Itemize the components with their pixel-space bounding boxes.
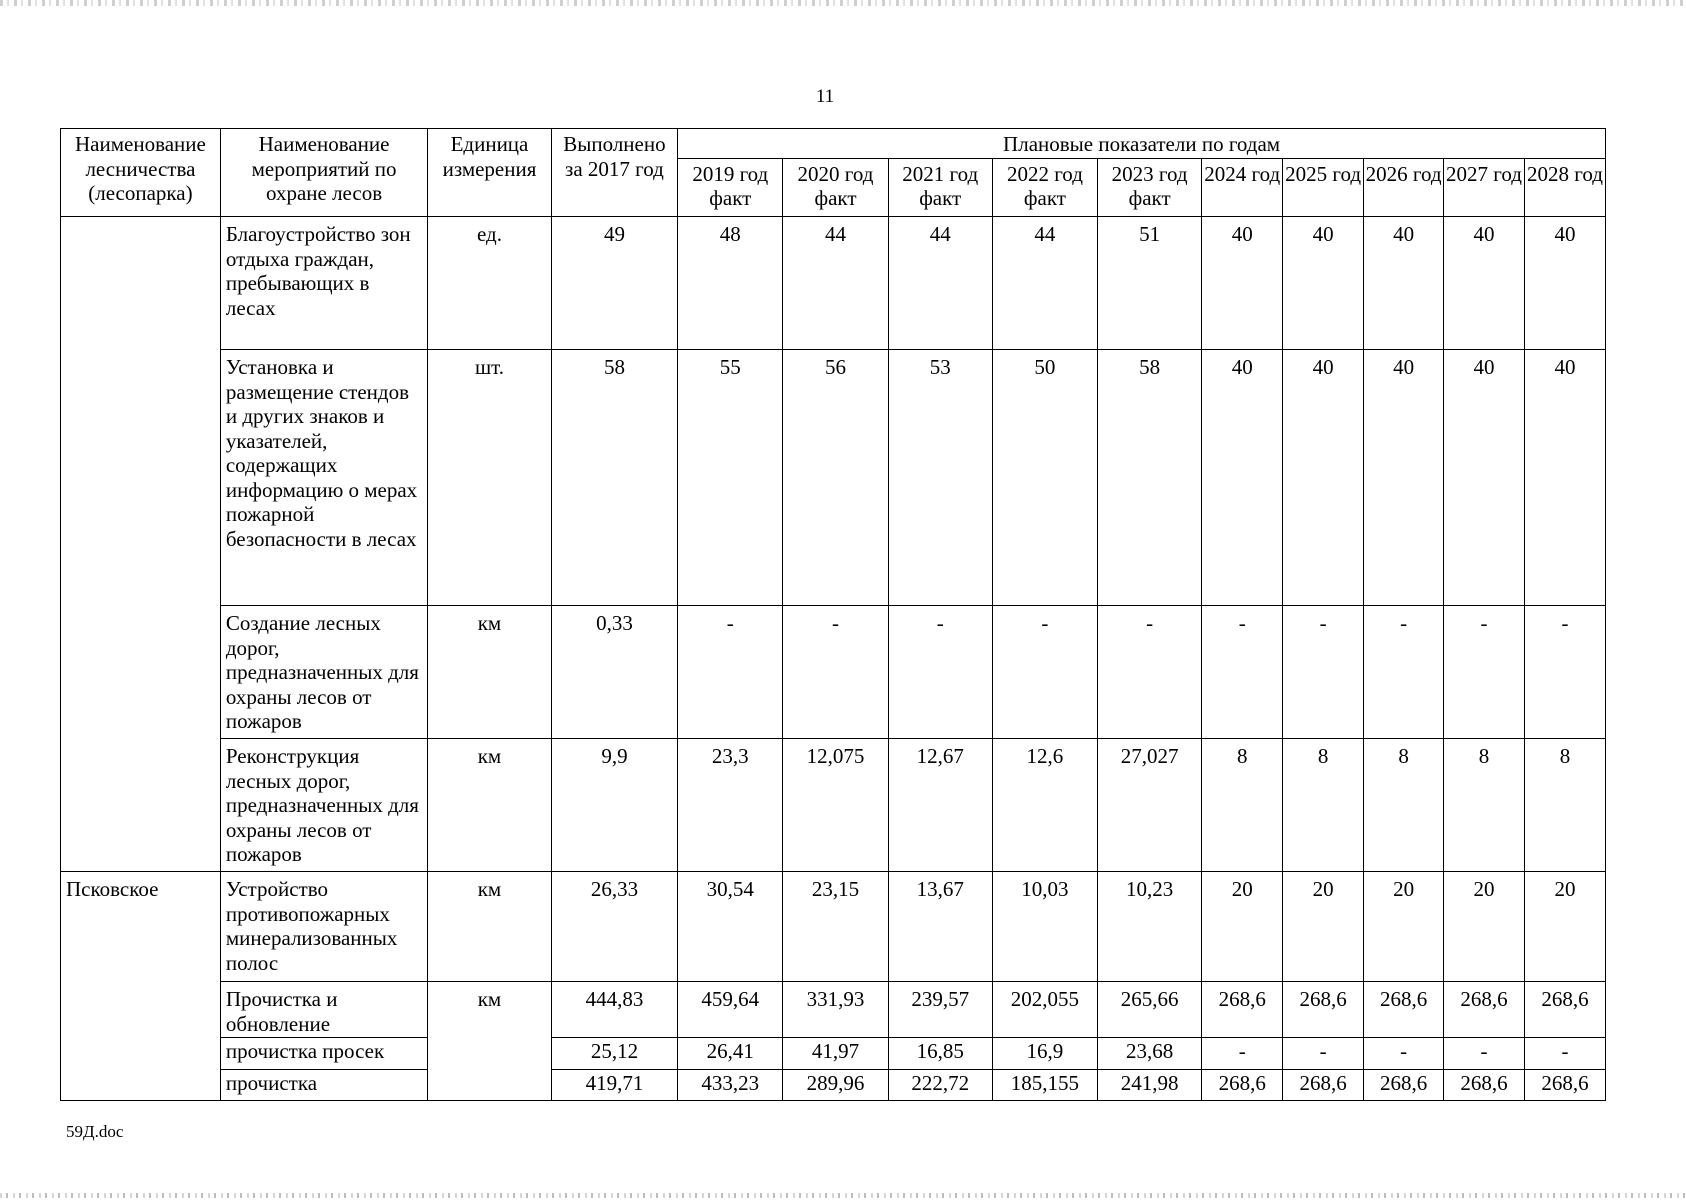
value-cell: 20 [1283, 872, 1364, 982]
table-row [61, 982, 1606, 1038]
value-cell: 10,03 [992, 872, 1097, 982]
page-number: 11 [815, 86, 835, 107]
unit-cell: км [428, 982, 551, 1101]
value-cell: 55 [678, 350, 783, 606]
table-row [61, 606, 1606, 739]
value-cell: - [1444, 606, 1525, 739]
value-cell: 222,72 [888, 1070, 992, 1101]
header-year: 2023 год факт [1098, 159, 1202, 217]
value-cell: 53 [888, 350, 992, 606]
measure-cell: Реконструкция лесных дорог, предназначенных для охраны лесов от пожаров [220, 739, 427, 872]
unit-cell: шт. [428, 350, 551, 606]
done-2017-cell: 49 [551, 217, 677, 350]
value-cell: - [1098, 606, 1202, 739]
value-cell: - [1283, 606, 1364, 739]
header-year: 2021 год факт [888, 159, 992, 217]
value-cell: 20 [1364, 872, 1444, 982]
value-cell: - [1202, 606, 1283, 739]
scan-edge-top [0, 0, 1686, 6]
done-2017-cell: 58 [551, 350, 677, 606]
value-cell: 40 [1283, 217, 1364, 350]
table-row [61, 872, 1606, 982]
value-cell: - [678, 606, 783, 739]
header-planned: Плановые показатели по годам [678, 129, 1606, 159]
forestry-cell: Псковское [61, 872, 221, 1101]
value-cell: 185,155 [992, 1070, 1097, 1101]
value-cell: 40 [1444, 350, 1525, 606]
table-row [61, 1070, 1606, 1101]
value-cell: 50 [992, 350, 1097, 606]
value-cell: 8 [1364, 739, 1444, 872]
measure-cell: Создание лесных дорог, предназначенных для охраны лесов от пожаров [220, 606, 427, 739]
value-cell: 23,15 [783, 872, 888, 982]
value-cell: 268,6 [1364, 982, 1444, 1038]
table-row [61, 739, 1606, 872]
value-cell: 459,64 [678, 982, 783, 1038]
value-cell: 331,93 [783, 982, 888, 1038]
measure-cell: Благоустройство зон отдыха граждан, пребывающих в лесах [220, 217, 427, 350]
table-row [61, 350, 1606, 606]
value-cell: 16,85 [888, 1038, 992, 1070]
value-cell: 23,68 [1098, 1038, 1202, 1070]
measure-cell: Прочистка и обновление [220, 982, 427, 1038]
value-cell: 44 [992, 217, 1097, 350]
header-year: 2020 год факт [783, 159, 888, 217]
value-cell: 268,6 [1283, 982, 1364, 1038]
value-cell: 20 [1444, 872, 1525, 982]
value-cell: 40 [1283, 350, 1364, 606]
value-cell: 12,67 [888, 739, 992, 872]
value-cell: 40 [1364, 217, 1444, 350]
value-cell: 40 [1524, 217, 1605, 350]
value-cell: 268,6 [1283, 1070, 1364, 1101]
done-2017-cell: 444,83 [551, 982, 677, 1038]
unit-cell: ед. [428, 217, 551, 350]
value-cell: 16,9 [992, 1038, 1097, 1070]
value-cell: 289,96 [783, 1070, 888, 1101]
value-cell: 8 [1444, 739, 1525, 872]
value-cell: 40 [1202, 217, 1283, 350]
value-cell: 268,6 [1444, 1070, 1525, 1101]
header-year: 2026 год [1364, 159, 1444, 217]
done-2017-cell: 9,9 [551, 739, 677, 872]
value-cell: 268,6 [1364, 1070, 1444, 1101]
header-year: 2028 год [1524, 159, 1605, 217]
value-cell: 433,23 [678, 1070, 783, 1101]
value-cell: 8 [1202, 739, 1283, 872]
value-cell: 10,23 [1098, 872, 1202, 982]
footer-filename: 59Д.doc [66, 1122, 124, 1141]
header-year: 2027 год [1444, 159, 1525, 217]
value-cell: 27,027 [1098, 739, 1202, 872]
header-measures: Наименование мероприятий по охране лесов [220, 129, 427, 217]
value-cell: - [1283, 1038, 1364, 1070]
measure-cell: Установка и размещение стендов и других знаков и указателей, содержащих информацию о мерах пожарной безопасности в лесах [220, 350, 427, 606]
measure-cell: Устройство противопожарных минерализованных полос [220, 872, 427, 982]
value-cell: 202,055 [992, 982, 1097, 1038]
value-cell: 12,075 [783, 739, 888, 872]
header-year: 2025 год [1283, 159, 1364, 217]
value-cell: 268,6 [1202, 982, 1283, 1038]
value-cell: 40 [1524, 350, 1605, 606]
table-row [61, 1038, 1606, 1070]
forest-protection-table [60, 128, 1606, 1101]
value-cell: 51 [1098, 217, 1202, 350]
value-cell: 268,6 [1444, 982, 1525, 1038]
value-cell: 58 [1098, 350, 1202, 606]
value-cell: 30,54 [678, 872, 783, 982]
header-year: 2024 год [1202, 159, 1283, 217]
value-cell: 40 [1364, 350, 1444, 606]
value-cell: 268,6 [1524, 982, 1605, 1038]
value-cell: 26,41 [678, 1038, 783, 1070]
value-cell: - [1524, 606, 1605, 739]
done-2017-cell: 25,12 [551, 1038, 677, 1070]
done-2017-cell: 419,71 [551, 1070, 677, 1101]
value-cell: 48 [678, 217, 783, 350]
header-done-2017: Выполнено за 2017 год [551, 129, 677, 217]
value-cell: 13,67 [888, 872, 992, 982]
value-cell: 241,98 [1098, 1070, 1202, 1101]
value-cell: 239,57 [888, 982, 992, 1038]
measure-cell: прочистка просек [220, 1038, 427, 1070]
header-year: 2019 год факт [678, 159, 783, 217]
value-cell: - [888, 606, 992, 739]
table-row [61, 217, 1606, 350]
value-cell: 8 [1524, 739, 1605, 872]
unit-cell: км [428, 606, 551, 739]
value-cell: - [1364, 606, 1444, 739]
value-cell: 44 [888, 217, 992, 350]
value-cell: 40 [1444, 217, 1525, 350]
measure-cell: прочистка [220, 1070, 427, 1101]
value-cell: 56 [783, 350, 888, 606]
unit-cell: км [428, 872, 551, 982]
value-cell: 8 [1283, 739, 1364, 872]
forestry-cell [61, 217, 221, 872]
value-cell: - [1202, 1038, 1283, 1070]
header-unit: Единица измерения [428, 129, 551, 217]
done-2017-cell: 26,33 [551, 872, 677, 982]
value-cell: 265,66 [1098, 982, 1202, 1038]
done-2017-cell: 0,33 [551, 606, 677, 739]
value-cell: 23,3 [678, 739, 783, 872]
header-forestry: Наименование лесничества (лесопарка) [61, 129, 221, 217]
unit-cell: км [428, 739, 551, 872]
value-cell: 40 [1202, 350, 1283, 606]
value-cell: 20 [1202, 872, 1283, 982]
value-cell: - [1524, 1038, 1605, 1070]
value-cell: 268,6 [1524, 1070, 1605, 1101]
value-cell: 20 [1524, 872, 1605, 982]
value-cell: - [1444, 1038, 1525, 1070]
header-year: 2022 год факт [992, 159, 1097, 217]
value-cell: 44 [783, 217, 888, 350]
value-cell: - [783, 606, 888, 739]
value-cell: 268,6 [1202, 1070, 1283, 1101]
value-cell: - [1364, 1038, 1444, 1070]
value-cell: - [992, 606, 1097, 739]
scan-edge-bottom [0, 1193, 1686, 1198]
value-cell: 12,6 [992, 739, 1097, 872]
value-cell: 41,97 [783, 1038, 888, 1070]
